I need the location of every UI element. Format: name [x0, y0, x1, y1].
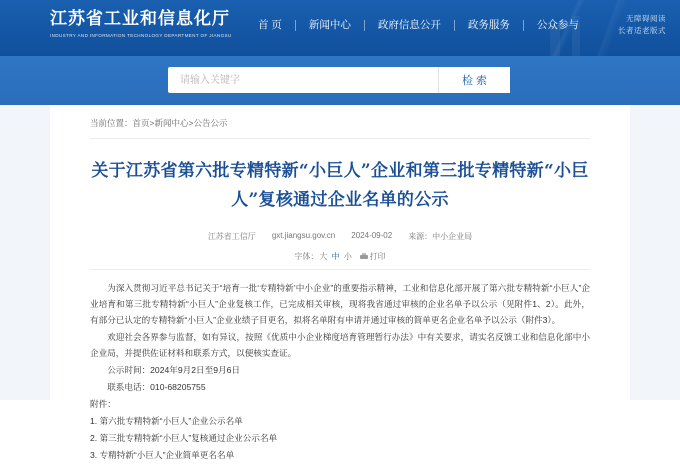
breadcrumb-sep: > [188, 118, 194, 128]
article-body [90, 280, 590, 463]
breadcrumb-item-home[interactable]: 首页 [132, 118, 150, 128]
main-nav [245, 14, 592, 36]
header-utility-links [618, 13, 666, 37]
search-box [168, 67, 510, 93]
print-label[interactable]: 打印 [369, 252, 386, 261]
article-paragraph: 为深入贯彻习近平总书记关于“培育一批‘专精特新’中小企业”的重要指示精神，工业和信息化部开展了第六批专精特新“小巨人”企业培育和第三批专精特新“小巨人”企业复核工作，已完成相关审核，现将我省通过审核的企业名单予以公示（见附件1、2）。此外，有部分已认定的专精特新“小巨人”企业业绩子目更名，拟将名单附有申请并通过审核的简单更名企业名单予以公示（附件3）。 [90, 283, 590, 325]
meta-date: 2024-09-02 [351, 231, 393, 240]
breadcrumb-sep: > [149, 118, 155, 128]
breadcrumb-prefix: 当前位置： [90, 118, 133, 128]
font-size-small[interactable]: 小 [343, 252, 352, 261]
nav-item-home[interactable]: 首 页 [258, 19, 282, 31]
article-paragraph: 欢迎社会各界参与监督，如有异议，按照《优质中小企业梯度培育管理暂行办法》中有关要求，请实名反馈工业和信息化部中小企业局，并提供佐证材料和联系方式，以便核实查证。 [90, 332, 590, 358]
attachments-label: 附件： [90, 399, 116, 409]
site-header [0, 0, 680, 56]
nav-item-gov-info[interactable]: 政府信息公开 [377, 19, 441, 31]
meta-department: 来源：中小企业局 [408, 232, 473, 241]
font-size-bar [90, 251, 590, 270]
breadcrumb-item-notice[interactable]: 公告公示 [193, 118, 228, 128]
breadcrumb [90, 105, 590, 139]
attachment-item[interactable]: 2. 第三批专精特新“小巨人”复核通过企业公示名单 [90, 433, 278, 443]
font-size-large[interactable]: 大 [319, 252, 328, 261]
print-icon [360, 253, 368, 260]
accessibility-link[interactable]: 无障碍阅读 [626, 14, 666, 23]
nav-item-public-participation[interactable]: 公众参与 [536, 19, 579, 31]
meta-site[interactable]: gxt.jiangsu.gov.cn [271, 231, 336, 240]
page-background [0, 105, 680, 460]
article-paragraph: 公示时间：2024年9月2日至9月6日 [107, 365, 240, 375]
elderly-mode-link[interactable]: 长者适老版式 [618, 26, 666, 35]
nav-item-news[interactable]: 新闻中心 [308, 19, 351, 31]
font-size-label: 字体： [294, 252, 319, 261]
article-card [50, 105, 630, 464]
search-input[interactable] [178, 67, 438, 93]
article-paragraph: 联系电话：010-68205755 [107, 382, 206, 392]
attachment-item[interactable]: 1. 第六批专精特新“小巨人”企业公示名单 [90, 416, 243, 426]
breadcrumb-item-news[interactable]: 新闻中心 [154, 118, 189, 128]
nav-item-gov-service[interactable]: 政务服务 [467, 19, 510, 31]
attachment-item[interactable]: 3. 专精特新“小巨人”企业简单更名名单 [90, 450, 235, 460]
site-logo-cn: 江苏省工业和信息化厅 [50, 9, 230, 29]
meta-source: 江苏省工信厅 [207, 232, 256, 241]
search-button[interactable]: 检 索 [438, 67, 510, 93]
page-title: 关于江苏省第六批专精特新“小巨人”企业和第三批专精特新“小巨人”复核通过企业名单的公示 [91, 161, 589, 210]
font-size-medium[interactable]: 中 [331, 252, 340, 261]
article-meta [90, 231, 590, 242]
search-band [0, 56, 680, 105]
site-logo-en: INDUSTRY AND INFORMATION TECHNOLOGY DEPARTMENT OF JIANGSU [50, 33, 232, 38]
